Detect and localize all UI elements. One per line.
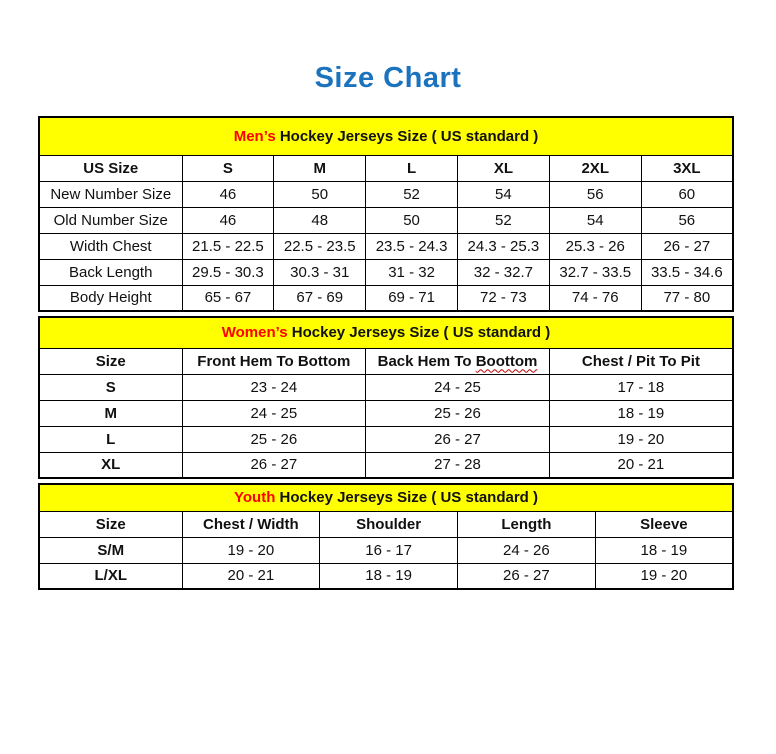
size-value: 26 - 27 [458, 563, 596, 589]
size-value: 18 - 19 [320, 563, 458, 589]
womens-data-row [39, 426, 733, 452]
mens-data-row [39, 207, 733, 233]
column-header: L [366, 155, 458, 181]
youth-data-row [39, 537, 733, 563]
womens-section-title-rest: Hockey Jerseys Size ( US standard ) [287, 324, 551, 342]
column-header: Front Hem To Bottom [182, 348, 366, 374]
size-value: 33.5 - 34.6 [641, 259, 733, 285]
size-value: 56 [549, 181, 641, 207]
size-value: 54 [457, 181, 549, 207]
column-header: Chest / Pit To Pit [549, 348, 733, 374]
row-label: L [39, 426, 182, 452]
size-value: 52 [457, 207, 549, 233]
youth-data-row [39, 563, 733, 589]
row-label: XL [39, 452, 182, 478]
youth-section-title-highlight: Youth [234, 489, 276, 507]
size-value: 32 - 32.7 [457, 259, 549, 285]
size-value: 48 [274, 207, 366, 233]
size-value: 20 - 21 [549, 452, 733, 478]
column-header: Chest / Width [182, 511, 320, 537]
row-label: Body Height [39, 285, 182, 311]
column-header: Shoulder [320, 511, 458, 537]
size-value: 24.3 - 25.3 [457, 233, 549, 259]
size-value: 30.3 - 31 [274, 259, 366, 285]
size-value: 16 - 17 [320, 537, 458, 563]
womens-header-row [39, 348, 733, 374]
size-value: 19 - 20 [182, 537, 320, 563]
size-value: 18 - 19 [549, 400, 733, 426]
womens-section-band [39, 317, 733, 348]
column-header: Length [458, 511, 596, 537]
size-value: 24 - 25 [366, 374, 550, 400]
size-value: 50 [274, 181, 366, 207]
size-value: 69 - 71 [366, 285, 458, 311]
column-header [366, 348, 550, 374]
row-label: L/XL [39, 563, 182, 589]
mens-section-band [39, 117, 733, 155]
size-value: 46 [182, 207, 274, 233]
size-value: 19 - 20 [595, 563, 733, 589]
size-value: 25 - 26 [182, 426, 366, 452]
youth-section-title-rest: Hockey Jerseys Size ( US standard ) [275, 489, 538, 507]
womens-data-row [39, 374, 733, 400]
size-value: 26 - 27 [366, 426, 550, 452]
column-header: M [274, 155, 366, 181]
size-value: 18 - 19 [595, 537, 733, 563]
size-value: 50 [366, 207, 458, 233]
size-value: 26 - 27 [641, 233, 733, 259]
page-title: Size Chart [314, 62, 462, 94]
womens-section-title [39, 317, 733, 348]
row-label: M [39, 400, 182, 426]
column-header: 2XL [549, 155, 641, 181]
mens-data-row [39, 233, 733, 259]
size-value: 56 [641, 207, 733, 233]
mens-data-row [39, 181, 733, 207]
size-value: 24 - 26 [458, 537, 596, 563]
column-header: 3XL [641, 155, 733, 181]
column-header: Size [39, 348, 182, 374]
size-value: 20 - 21 [182, 563, 320, 589]
size-value: 32.7 - 33.5 [549, 259, 641, 285]
size-value: 54 [549, 207, 641, 233]
size-value: 27 - 28 [366, 452, 550, 478]
mens-section-title-rest: Hockey Jerseys Size ( US standard ) [275, 127, 539, 145]
column-header: Sleeve [595, 511, 733, 537]
size-value: 65 - 67 [182, 285, 274, 311]
column-header: Size [39, 511, 182, 537]
size-value: 46 [182, 181, 274, 207]
mens-header-row [39, 155, 733, 181]
size-value: 67 - 69 [274, 285, 366, 311]
womens-data-row [39, 400, 733, 426]
size-value: 23 - 24 [182, 374, 366, 400]
column-header: US Size [39, 155, 182, 181]
youth-section-band [39, 484, 733, 511]
size-value: 26 - 27 [182, 452, 366, 478]
row-label: Old Number Size [39, 207, 182, 233]
youth-section-title [39, 484, 733, 511]
misspelled-word: Boottom [475, 352, 538, 370]
size-value: 24 - 25 [182, 400, 366, 426]
mens-size-table [38, 116, 734, 312]
column-header: S [182, 155, 274, 181]
mens-data-row [39, 259, 733, 285]
size-value: 25 - 26 [366, 400, 550, 426]
youth-header-row [39, 511, 733, 537]
size-value: 25.3 - 26 [549, 233, 641, 259]
size-value: 21.5 - 22.5 [182, 233, 274, 259]
mens-section-title [39, 117, 733, 155]
row-label: S/M [39, 537, 182, 563]
size-value: 23.5 - 24.3 [366, 233, 458, 259]
column-header: XL [457, 155, 549, 181]
size-value: 72 - 73 [457, 285, 549, 311]
size-value: 60 [641, 181, 733, 207]
row-label: Width Chest [39, 233, 182, 259]
womens-data-row [39, 452, 733, 478]
womens-section-title-highlight: Women’s [221, 324, 288, 342]
size-value: 74 - 76 [549, 285, 641, 311]
size-value: 22.5 - 23.5 [274, 233, 366, 259]
size-chart-tables [38, 116, 734, 590]
column-header-text: Back Hem To [377, 352, 476, 370]
womens-size-table [38, 316, 734, 479]
size-value: 77 - 80 [641, 285, 733, 311]
youth-size-table [38, 483, 734, 590]
mens-section-title-highlight: Men’s [233, 127, 276, 145]
size-value: 17 - 18 [549, 374, 733, 400]
size-value: 19 - 20 [549, 426, 733, 452]
size-value: 52 [366, 181, 458, 207]
size-value: 31 - 32 [366, 259, 458, 285]
mens-data-row [39, 285, 733, 311]
row-label: New Number Size [39, 181, 182, 207]
row-label: Back Length [39, 259, 182, 285]
row-label: S [39, 374, 182, 400]
size-value: 29.5 - 30.3 [182, 259, 274, 285]
